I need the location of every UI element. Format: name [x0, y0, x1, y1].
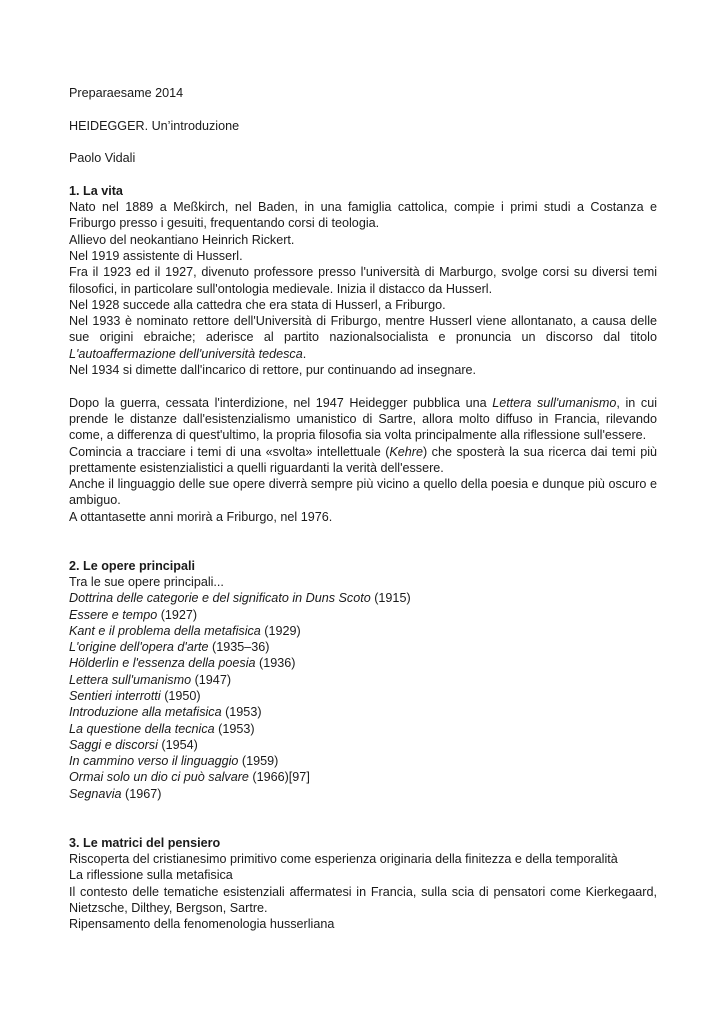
work-title: Kant e il problema della metafisica [69, 623, 261, 638]
italic-title: L'autoaffermazione dell'università tedesca [69, 346, 303, 361]
course-label: Preparaesame 2014 [69, 86, 184, 100]
work-item [69, 753, 657, 769]
work-title: In cammino verso il linguaggio [69, 754, 239, 769]
work-year: (1935–36) [208, 640, 270, 655]
work-item [69, 769, 657, 785]
work-title: Saggi e discorsi [69, 737, 158, 752]
text-run: Dopo la guerra, cessata l'interdizione, nel 1947 Heidegger pubblica una [69, 395, 493, 410]
section-title-opere: 2. Le opere principali [69, 558, 195, 573]
spacer [69, 802, 657, 835]
work-item [69, 655, 657, 671]
work-year: (1966)[97] [248, 770, 310, 785]
work-title: Lettera sull'umanismo [69, 672, 192, 687]
work-item [69, 672, 657, 688]
paragraph: Nel 1928 succede alla cattedra che era stata di Husserl, a Friburgo. [69, 297, 446, 312]
work-year: (1936) [255, 656, 296, 671]
paragraph: Tra le sue opere principali... [69, 574, 224, 589]
work-year: (1959) [238, 754, 279, 769]
italic-term: Kehre [389, 444, 423, 459]
section-matrici-del-pensiero [69, 835, 657, 933]
paragraph: A ottantasette anni morirà a Friburgo, nel 1976. [69, 509, 333, 524]
work-item [69, 786, 657, 802]
text-run: Nel 1933 è nominato rettore dell'Università di Friburgo, mentre Husserl viene allontanato, a causa delle sue origini ebraiche; aderisce al partito nazionalsocialista e pronuncia un discorso dal titolo [69, 314, 657, 345]
work-title: Hölderlin e l'essenza della poesia [69, 656, 256, 671]
work-item [69, 623, 657, 639]
paragraph: Nel 1934 si dimette dall'incarico di rettore, pur continuando ad insegnare. [69, 363, 477, 378]
paragraph: La riflessione sulla metafisica [69, 868, 233, 883]
work-year: (1967) [121, 786, 162, 801]
section-opere-principali [69, 558, 657, 802]
text-run: , in cui prende le distanze dall'esistenzialismo umanistico di Sartre, allora molto diffuso in Francia, rilevando come, a differenza di quest'ultimo, la propria filosofia sia volta principalmente alla riflessione sull'essere. [69, 395, 657, 443]
work-title: Ormai solo un dio ci può salvare [69, 770, 249, 785]
work-item [69, 590, 657, 606]
work-year: (1915) [370, 591, 411, 606]
paragraph: Ripensamento della fenomenologia husserliana [69, 917, 335, 932]
work-title: Introduzione alla metafisica [69, 705, 222, 720]
work-item [69, 688, 657, 704]
work-title: La questione della tecnica [69, 721, 215, 736]
spacer [69, 525, 657, 558]
paragraph [69, 444, 657, 477]
work-title: Segnavia [69, 786, 122, 801]
work-item [69, 704, 657, 720]
work-year: (1927) [157, 607, 198, 622]
work-item [69, 721, 657, 737]
work-title: L'origine dell'opera d'arte [69, 640, 209, 655]
work-item [69, 737, 657, 753]
italic-title: Lettera sull'umanismo [492, 395, 617, 410]
spacer [69, 378, 657, 394]
work-title: Dottrina delle categorie e del significato in Duns Scoto [69, 591, 371, 606]
document-title: HEIDEGGER. Un’introduzione [69, 118, 240, 133]
work-item [69, 639, 657, 655]
text-run: . [302, 346, 307, 361]
paragraph [69, 313, 657, 362]
author-name: Paolo Vidali [69, 151, 136, 166]
paragraph: Il contesto delle tematiche esistenziali affermatesi in Francia, sulla scia di pensatori come Kierkegaard, Nietzsche, Dilthey, Bergson, Sartre. [69, 884, 657, 915]
text-run: Comincia a tracciare i temi di una «svolta» intellettuale ( [69, 444, 390, 459]
text-run: ) che sposterà la sua ricerca dai temi più prettamente esistenzialistici a quelli riguardanti la verità dell'essere. [69, 444, 657, 475]
work-year: (1953) [214, 721, 255, 736]
section-title-matrici: 3. Le matrici del pensiero [69, 835, 221, 850]
paragraph [69, 395, 657, 444]
work-item [69, 607, 657, 623]
work-year: (1947) [191, 672, 232, 687]
paragraph: Nato nel 1889 a Meßkirch, nel Baden, in una famiglia cattolica, compie i primi studi a Costanza e Friburgo presso i gesuiti, frequentando corsi di teologia. [69, 200, 657, 231]
paragraph: Allievo del neokantiano Heinrich Rickert. [69, 232, 295, 247]
work-year: (1954) [157, 737, 198, 752]
work-year: (1953) [221, 705, 262, 720]
paragraph: Nel 1919 assistente di Husserl. [69, 248, 243, 263]
work-title: Sentieri interrotti [69, 688, 161, 703]
section-la-vita [69, 183, 657, 525]
section-title-la-vita: 1. La vita [69, 183, 123, 198]
paragraph: Anche il linguaggio delle sue opere diverrà sempre più vicino a quello della poesia e dunque più oscuro e ambiguo. [69, 477, 657, 508]
paragraph: Riscoperta del cristianesimo primitivo come esperienza originaria della finitezza e della temporalità [69, 851, 618, 866]
work-title: Essere e tempo [69, 607, 158, 622]
works-list [69, 590, 657, 802]
work-year: (1929) [260, 623, 301, 638]
paragraph: Fra il 1923 ed il 1927, divenuto professore presso l'università di Marburgo, svolge corsi su diversi temi filosofici, in particolare sull'ontologia medievale. Inizia il distacco da Husserl. [69, 265, 657, 296]
work-year: (1950) [160, 688, 201, 703]
